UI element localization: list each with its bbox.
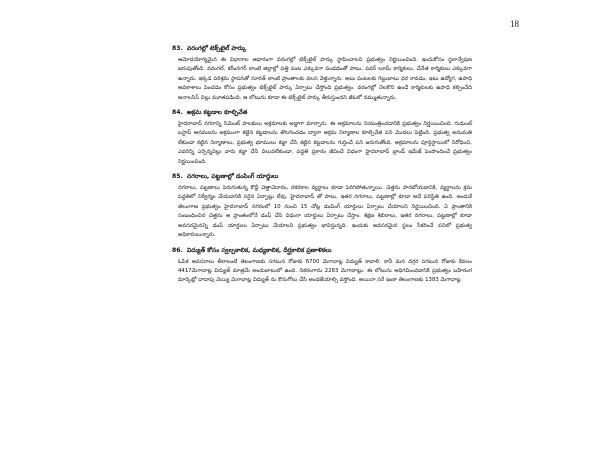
section-85 xyxy=(172,172,472,240)
section-number: 86. xyxy=(172,246,183,254)
section-paragraph: హైదరాబాద్ నగరాన్ని సిమెంట్ పాలకులు అక్రమాలకు అడ్డాగా మార్చారు. ఈ అక్రమాలను నియంత్రించడానికి ప్రభుత్వం నిర్ణయించింది. గుడుంబ్ బస్టాప్ ఆనమలను అక్రమంగా కట్టిన కట్టడాలను తొలగించడం ద్వారా అక్రమ నిర్మాణాల కూల్చివేత పని మొదలు పెట్టింది. ప్రభుత్వ అనుమతి లేకుండా కట్టిన నిర్మాణాలు, ప్రభుత్వ భూములు కబ్జా చేసి కట్టిన కట్టడాలను గుర్తించే పని జరుగుతోంది. అక్రమాలను పూర్తిస్థాయిలో నిరోధించి, ఎవరెన్ని ఎర్పెన్నవిల్లు వారు కబ్జా చేసే విలువలేకుండా, పద్ధతి ప్రకారం జీవించే విధంగా హైదరాబాద్ బ్రాండ్ ఇమేజ్ పెంపొందించే ప్రభుత్వం నిర్ణయించింది. xyxy=(178,121,472,165)
section-number: 84. xyxy=(172,109,183,117)
section-title: వరంగల్లో టెక్స్‌టైల్ పార్కు xyxy=(186,45,247,52)
section-heading xyxy=(172,44,472,53)
section-paragraph: నగరాలు, పట్టణాలు పెరుగుతున్న కొద్దీ చెత్తాచెదారం, రకరకాల వ్యర్థాలు కూడా పెరిగిపోతున్నాయి. చెత్తను పారబోయడానికి, వ్యర్థాలను క్రమ పద్ధతిలో నిర్వీర్యం చేయడానికి సరైన ఏర్పాట్లు లేవు. హైదరాబాద్ తో పాటు, ఇతర నగరాలు, పట్టణాల్లో కూడా అదే పరిస్థితి ఉంది. అందుకే తెలంగాణ ప్రభుత్వం హైదరాబాద్ నగరంలో 10 నుంచి 15 చోట్ల డంపింగ్ యార్డులు ఏర్పాటు చేయాలని నిర్ణయించింది. ఏ ప్రాంతానికి సంబంధించిన చెత్తను ఆ ప్రాంతంలోనే డంప్ చేసే విధంగా యార్డులు ఏర్పాటు చేస్తాం. శిక్షణ శిబిరాలు, ఇతర నగరాలు, పట్టణాల్లో కూడా అవసరమైనన్ని డంప్ యార్డులు ఏర్పాటు చేయాలని ప్రభుత్వం భావిస్తున్నది. ఇందుకు అవసరమైన స్థలం సేకరించే పనిలో ప్రభుత్వ అధికారులున్నారు. xyxy=(178,185,472,239)
section-number: 83. xyxy=(172,45,183,52)
section-84 xyxy=(172,108,472,167)
section-heading xyxy=(172,172,472,181)
section-paragraph: ఆమోదయోగ్యమైన ఈ విధానాల ఆధారంగా వరంగల్లో టెక్స్‌టైల్ పార్కు స్థాపించాలని ప్రభుత్వం నిర్ణయించింది. ఇందుకోసం స్థలాన్వేషణ జరుపుతోంది. వరంగల్, కరీంనగర్ లాంటి జిల్లాల్లో పత్తి పంట ఎక్కువగా పండడంతో పాటు, పవర్ లూమ్ కార్మికులు, చేనేత కార్మికులు ఎక్కువగా ఉన్నారు. ఇక్కడ పరిశ్రమ స్థాపనతో సూరత్ లాంటి ప్రాంతాలకు వలస వెళ్తున్నారు. అటు పంటలకు గిట్టుబాటు ధర రావడం, ఇటు ఉద్యోగ, ఉపాధి అవకాశాలు పెంచడం కోసం ప్రభుత్వం టెక్స్‌టైల్ పార్కు ఏర్పాటు చేస్తోంది ప్రభుత్వం. వరంగల్లో నెలకొని ఉండే కార్మికులకు ఉపాధి కల్పించేది అనాలసిస్ విల్లు మూతపడింది. ఆ లోటును కూడా ఈ టెక్స్‌టైల్ పార్కు తీరుస్తుందని జీఓలో నమ్ముతున్నారు. xyxy=(178,57,472,101)
section-title: నగరాలు, పట్టణాల్లో డంపింగ్ యార్డులు xyxy=(186,173,279,181)
section-title: విద్యుత్ కోసం స్వల్పకాలిక, మధ్యకాలిక, దీర్ఘకాలిక ప్రణాళికలు xyxy=(186,246,332,254)
section-83 xyxy=(172,44,472,103)
section-title: అక్రమ కట్టడాల కూల్చివేత xyxy=(186,109,248,117)
page-number: 18 xyxy=(510,19,519,29)
section-paragraph: ఓపిక అవసరాలు తీరాలంటే తెలంగాణకు సగటున రోజుకు 6700 మెగావాట్ల విద్యుత్ కావాలి. కానీ మన దగ్గర సగటున రోజుకు కేవలం 4417మెగావాట్ల విద్యుత్ మాత్రమే అందుబాటులో ఉంది. నికరంగాను 2283 మెగావాట్లు. ఈ లోటును అధిగమించడానికి ప్రభుత్వం బహిరంగ మార్కెట్లో దాదాపు వెయ్యి మెగావాట్ల విద్యుత్ ను కొనుగోలు చేసి అందజేయాల్సి వస్తోంది. అయినా సరే ఇంకా తెలంగాణకు 1383 మెగావాట్ల xyxy=(178,258,472,284)
section-heading xyxy=(172,246,472,255)
document-body xyxy=(172,44,472,291)
section-86 xyxy=(172,246,472,286)
section-number: 85. xyxy=(172,173,183,181)
section-heading xyxy=(172,108,472,117)
